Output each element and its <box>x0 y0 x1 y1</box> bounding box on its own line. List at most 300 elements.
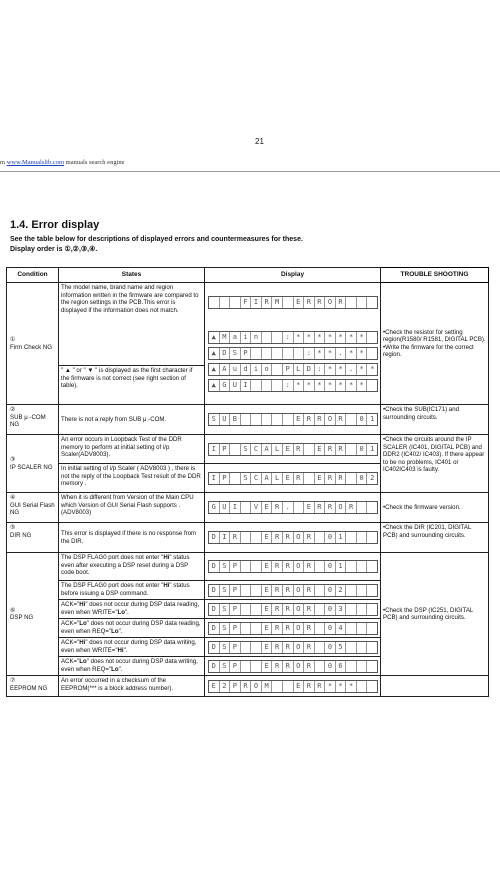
header-display: Display <box>205 268 381 283</box>
lcd-char: G <box>220 380 231 391</box>
state-cell: ACK="Hi" does not occur during DSP data reading, even when WRITE="Lo". <box>59 600 205 619</box>
lcd-char: * <box>325 364 336 375</box>
section-title: 1.4. Error display <box>10 219 100 231</box>
lcd-char: E <box>283 473 294 484</box>
trouble-cell: •Check the DSP (IC251, DIGITAL PCB) and surrounding circuits. <box>381 553 489 676</box>
lcd-char: ▲ <box>209 380 220 391</box>
lcd-char: 0 <box>325 532 336 543</box>
lcd-char: R <box>283 561 294 572</box>
lcd-display <box>208 443 378 456</box>
lcd-char <box>367 661 377 672</box>
display-cell <box>205 553 381 581</box>
lcd-char: * <box>346 681 357 692</box>
lcd-char <box>230 297 241 308</box>
lcd-char: V <box>251 502 262 513</box>
lcd-char: R <box>336 444 347 455</box>
lcd-char: * <box>304 332 315 343</box>
lcd-char: 3 <box>336 604 347 615</box>
lcd-char: R <box>304 561 315 572</box>
lcd-char: M <box>272 297 283 308</box>
trouble-cell: •Check the firmware version. <box>381 493 489 523</box>
table-row <box>7 283 489 366</box>
lcd-char: : <box>283 332 294 343</box>
lcd-char <box>241 623 252 634</box>
lcd-char <box>262 380 273 391</box>
lcd-char: E <box>304 502 315 513</box>
lcd-char: E <box>262 532 273 543</box>
lcd-char: 0 <box>357 473 368 484</box>
lcd-char: L <box>294 364 305 375</box>
lcd-char: M <box>220 332 231 343</box>
lcd-char: o <box>262 364 273 375</box>
lcd-char: O <box>294 585 305 596</box>
lcd-char: S <box>220 661 231 672</box>
lcd-char: R <box>272 623 283 634</box>
condition-cell: ② SUB μ -COM NG <box>7 405 59 435</box>
lcd-char: u <box>230 364 241 375</box>
lcd-char <box>315 661 326 672</box>
lcd-char: ▲ <box>209 332 220 343</box>
lcd-char: I <box>209 444 220 455</box>
lcd-char: R <box>294 444 305 455</box>
condition-cell: ④ GUI Serial Flash NG <box>7 493 59 523</box>
lcd-char: I <box>220 532 231 543</box>
lcd-char: 1 <box>336 532 347 543</box>
lcd-char: * <box>336 364 347 375</box>
lcd-char: R <box>283 642 294 653</box>
lcd-display <box>208 296 378 309</box>
source-line: m www.Manualslib.com manuals search engine <box>0 159 125 166</box>
lcd-char: C <box>251 444 262 455</box>
lcd-char <box>357 502 368 513</box>
lcd-char <box>357 604 368 615</box>
condition-cell: ⑤ DIR NG <box>7 523 59 553</box>
lcd-char: E <box>262 661 273 672</box>
lcd-char <box>251 532 262 543</box>
lcd-char: R <box>262 297 273 308</box>
lcd-char: E <box>262 585 273 596</box>
lcd-char: R <box>272 502 283 513</box>
error-table <box>6 267 489 697</box>
lcd-display <box>208 531 378 544</box>
lcd-char: 0 <box>357 414 368 425</box>
lcd-char: R <box>294 473 305 484</box>
condition-cell: ⑦ EEPROM NG <box>7 676 59 697</box>
lcd-char <box>367 332 377 343</box>
lcd-char: 0 <box>325 561 336 572</box>
state-cell: ACK="Hi" does not occur during DSP data writing, even when WRITE="Hi". <box>59 638 205 657</box>
lcd-char: O <box>294 661 305 672</box>
lcd-char: S <box>220 623 231 634</box>
lcd-char <box>272 364 283 375</box>
lcd-char <box>241 604 252 615</box>
lcd-char: * <box>315 332 326 343</box>
lcd-char: C <box>251 473 262 484</box>
lcd-char: * <box>315 348 326 359</box>
lcd-char: E <box>315 444 326 455</box>
trouble-cell: •Check the SUB(IC171) and surrounding circuits. <box>381 405 489 435</box>
lcd-char: P <box>241 348 252 359</box>
lcd-char: 0 <box>325 585 336 596</box>
divider <box>0 171 500 172</box>
lcd-char <box>367 502 377 513</box>
display-cell <box>205 581 381 600</box>
condition-cell: ③ IP SCALER NG <box>7 435 59 493</box>
lcd-char: R <box>230 532 241 543</box>
lcd-char <box>315 642 326 653</box>
lcd-char: R <box>304 681 315 692</box>
display-cell <box>205 493 381 523</box>
lcd-char: S <box>241 444 252 455</box>
lcd-char: P <box>230 585 241 596</box>
lcd-char: * <box>325 348 336 359</box>
intro-text: See the table below for descriptions of displayed errors and countermeasures for these. Display order is ①,②,③,④. <box>10 236 303 253</box>
lcd-char: R <box>283 623 294 634</box>
lcd-char <box>315 532 326 543</box>
lcd-char: R <box>272 532 283 543</box>
lcd-char: S <box>220 642 231 653</box>
lcd-char <box>367 642 377 653</box>
lcd-char: D <box>209 604 220 615</box>
display-cell <box>205 464 381 493</box>
lcd-char <box>357 681 368 692</box>
lcd-char: R <box>346 502 357 513</box>
lcd-display <box>208 603 378 616</box>
lcd-char: O <box>325 297 336 308</box>
lcd-char: R <box>315 297 326 308</box>
table-row <box>7 553 489 581</box>
lcd-char: * <box>346 348 357 359</box>
lcd-char: P <box>220 444 231 455</box>
table-row <box>7 435 489 464</box>
lcd-char <box>346 473 357 484</box>
lcd-char: * <box>357 380 368 391</box>
lcd-char: O <box>325 414 336 425</box>
lcd-char: R <box>272 561 283 572</box>
table-row <box>7 676 489 697</box>
lcd-char <box>272 332 283 343</box>
lcd-char: I <box>241 380 252 391</box>
lcd-char: R <box>272 661 283 672</box>
lcd-char: S <box>209 414 220 425</box>
header-states: States <box>59 268 205 283</box>
lcd-char: P <box>230 681 241 692</box>
lcd-char <box>272 681 283 692</box>
lcd-char: R <box>283 585 294 596</box>
lcd-char <box>241 585 252 596</box>
lcd-char <box>367 348 377 359</box>
lcd-char: R <box>325 502 336 513</box>
lcd-char: R <box>304 623 315 634</box>
lcd-char: 6 <box>336 661 347 672</box>
lcd-char: R <box>315 502 326 513</box>
lcd-char: i <box>241 332 252 343</box>
state-cell: ACK="Lo" does not occur during DSP data reading, even when REQ="Lo". <box>59 619 205 638</box>
lcd-char <box>346 414 357 425</box>
lcd-char: * <box>294 380 305 391</box>
state-cell: An error occurred in a checksum of the EEPROM(*** is a block address number). <box>59 676 205 697</box>
lcd-char: E <box>262 623 273 634</box>
lcd-char: . <box>336 348 347 359</box>
lcd-char: P <box>230 561 241 572</box>
lcd-char <box>346 444 357 455</box>
lcd-char <box>357 532 368 543</box>
lcd-display <box>208 622 378 635</box>
lcd-char <box>367 297 377 308</box>
lcd-char: A <box>262 473 273 484</box>
lcd-char <box>346 642 357 653</box>
lcd-display <box>208 660 378 673</box>
lcd-char: S <box>220 604 231 615</box>
lcd-display <box>208 501 378 514</box>
lcd-char: O <box>251 681 262 692</box>
lcd-char: R <box>304 585 315 596</box>
lcd-char: 0 <box>325 623 336 634</box>
condition-cell: ① Firm Check NG <box>7 283 59 405</box>
lcd-char: E <box>209 681 220 692</box>
lcd-char: R <box>304 297 315 308</box>
display-cell <box>205 283 381 405</box>
lcd-char <box>272 414 283 425</box>
lcd-char: * <box>336 681 347 692</box>
lcd-char: * <box>357 332 368 343</box>
lcd-char: D <box>209 532 220 543</box>
lcd-char: F <box>241 297 252 308</box>
lcd-char <box>262 414 273 425</box>
lcd-char <box>367 604 377 615</box>
lcd-char: P <box>230 623 241 634</box>
lcd-char <box>251 623 262 634</box>
lcd-char: ▲ <box>209 364 220 375</box>
lcd-char: D <box>209 561 220 572</box>
display-cell <box>205 405 381 435</box>
lcd-char: R <box>336 297 347 308</box>
lcd-char: D <box>209 585 220 596</box>
lcd-char: R <box>241 681 252 692</box>
lcd-char: S <box>230 348 241 359</box>
lcd-char: 0 <box>325 642 336 653</box>
lcd-char <box>241 502 252 513</box>
lcd-char <box>209 297 220 308</box>
lcd-char <box>251 561 262 572</box>
lcd-char: R <box>283 661 294 672</box>
lcd-char: A <box>262 444 273 455</box>
lcd-char: ▲ <box>209 348 220 359</box>
table-row <box>7 523 489 553</box>
lcd-char: * <box>315 380 326 391</box>
lcd-char: R <box>283 604 294 615</box>
lcd-char: n <box>251 332 262 343</box>
lcd-char <box>346 561 357 572</box>
lcd-char: * <box>346 380 357 391</box>
lcd-char: R <box>304 661 315 672</box>
lcd-char <box>294 348 305 359</box>
display-cell <box>205 676 381 697</box>
lcd-char: 1 <box>336 561 347 572</box>
lcd-char <box>346 585 357 596</box>
lcd-char: 0 <box>325 661 336 672</box>
lcd-char: L <box>272 444 283 455</box>
lcd-char: * <box>346 332 357 343</box>
display-cell <box>205 523 381 553</box>
lcd-char: . <box>283 502 294 513</box>
lcd-char <box>346 661 357 672</box>
lcd-char <box>357 561 368 572</box>
header-row <box>7 268 489 283</box>
lcd-char: O <box>294 604 305 615</box>
lcd-char: R <box>272 585 283 596</box>
lcd-char <box>241 661 252 672</box>
lcd-char: 4 <box>336 623 347 634</box>
lcd-char: * <box>370 364 375 373</box>
lcd-display <box>208 641 378 654</box>
lcd-char: R <box>304 414 315 425</box>
trouble-cell: •Check the circuits around the IP SCALER (IC401, DIGITAL PCB) and DDR2 (IC402/ IC403). If there appear to be no problems, IC401 or IC402IC403 is faulty. <box>381 435 489 493</box>
lcd-char: * <box>325 332 336 343</box>
lcd-char: A <box>220 364 231 375</box>
display-cell <box>205 435 381 464</box>
lcd-char: P <box>230 604 241 615</box>
lcd-char: S <box>220 585 231 596</box>
lcd-char: a <box>230 332 241 343</box>
lcd-char <box>367 623 377 634</box>
lcd-char: R <box>336 473 347 484</box>
lcd-char: * <box>336 380 347 391</box>
display-cell <box>205 600 381 619</box>
trouble-cell <box>381 676 489 697</box>
lcd-char <box>251 414 262 425</box>
lcd-char: I <box>251 297 262 308</box>
header-trouble: TROUBLE SHOOTING <box>381 268 489 283</box>
manualslib-link[interactable]: www.Manualslib.com <box>6 159 65 166</box>
lcd-char <box>346 623 357 634</box>
lcd-char: * <box>357 364 368 375</box>
lcd-display <box>208 347 378 360</box>
lcd-char: * <box>336 332 347 343</box>
lcd-char: E <box>294 681 305 692</box>
lcd-char: E <box>262 642 273 653</box>
lcd-char: R <box>304 604 315 615</box>
lcd-char <box>251 661 262 672</box>
lcd-char: E <box>283 444 294 455</box>
lcd-char: : <box>304 348 315 359</box>
lcd-char: E <box>262 604 273 615</box>
lcd-char <box>315 585 326 596</box>
table-row <box>7 405 489 435</box>
lcd-char: * <box>304 380 315 391</box>
lcd-char <box>251 604 262 615</box>
lcd-char <box>220 297 231 308</box>
lcd-char: . <box>346 364 357 375</box>
lcd-char <box>241 532 252 543</box>
lcd-char: L <box>272 473 283 484</box>
lcd-char: O <box>294 561 305 572</box>
lcd-char: P <box>230 661 241 672</box>
state-cell: There is not a reply from SUB μ -COM. <box>59 405 205 435</box>
lcd-char: * <box>357 348 368 359</box>
lcd-char: O <box>294 642 305 653</box>
lcd-char: 2 <box>370 473 375 482</box>
state-cell: The model name, brand name and region information written in the firmware are compared to the region settings in the PCB.This error is displayed if the information does not match. <box>59 283 205 366</box>
lcd-char <box>251 380 262 391</box>
lcd-char: E <box>294 414 305 425</box>
lcd-char: D <box>304 364 315 375</box>
lcd-display <box>208 413 378 426</box>
lcd-char <box>367 585 377 596</box>
lcd-char <box>315 623 326 634</box>
state-cell: ACK="Lo" does not occur during DSP data writing, even when REQ="Lo". <box>59 657 205 676</box>
lcd-char <box>230 473 241 484</box>
lcd-char <box>283 297 294 308</box>
lcd-char: d <box>241 364 252 375</box>
state-cell: The DSP FLAG0 port does not enter "Hi" status even after executing a DSP reset during a DSP code boot. <box>59 553 205 581</box>
lcd-char <box>357 623 368 634</box>
lcd-char <box>357 661 368 672</box>
lcd-char: O <box>294 623 305 634</box>
lcd-char <box>346 604 357 615</box>
display-cell <box>205 657 381 676</box>
lcd-char <box>262 348 273 359</box>
lcd-char: U <box>220 414 231 425</box>
lcd-char <box>251 348 262 359</box>
lcd-char <box>346 532 357 543</box>
lcd-char: E <box>294 297 305 308</box>
lcd-char: R <box>272 604 283 615</box>
condition-cell: ⑥ DSP NG <box>7 553 59 676</box>
lcd-char: * <box>294 332 305 343</box>
lcd-char: D <box>220 348 231 359</box>
lcd-char <box>251 642 262 653</box>
lcd-char <box>367 561 377 572</box>
table-row <box>7 493 489 523</box>
state-cell: In initial setting of i/p Scaler ( ADV8003 ) , there is not the reply of the Loopback Test result of the DDR memory . <box>59 464 205 493</box>
trouble-cell: •Check the DIR (IC201, DIGITAL PCB) and surrounding circuits. <box>381 523 489 553</box>
header-condition: Condition <box>7 268 59 283</box>
lcd-char <box>367 380 377 391</box>
lcd-char <box>283 681 294 692</box>
lcd-char: 5 <box>336 642 347 653</box>
lcd-char <box>367 681 377 692</box>
lcd-display <box>208 584 378 597</box>
lcd-char <box>262 332 273 343</box>
lcd-char: R <box>283 532 294 543</box>
lcd-char <box>357 297 368 308</box>
lcd-char: I <box>230 502 241 513</box>
lcd-char <box>283 414 294 425</box>
lcd-char <box>367 532 377 543</box>
lcd-char: R <box>315 681 326 692</box>
lcd-char: : <box>283 380 294 391</box>
lcd-char: 2 <box>336 585 347 596</box>
lcd-char: 0 <box>357 444 368 455</box>
lcd-char <box>294 502 305 513</box>
lcd-char: R <box>336 414 347 425</box>
lcd-char: R <box>304 642 315 653</box>
display-cell <box>205 638 381 657</box>
lcd-char: * <box>325 380 336 391</box>
lcd-char <box>346 297 357 308</box>
state-cell: The DSP FLAG0 port does not enter "Hi" status before issuing a DSP command. <box>59 581 205 600</box>
lcd-char <box>241 561 252 572</box>
lcd-char: E <box>262 561 273 572</box>
lcd-char: E <box>262 502 273 513</box>
state-cell: When it is different from Version of the Main CPU which Version of GUI Serial Flash supports . (ADV8003) <box>59 493 205 523</box>
lcd-char <box>357 585 368 596</box>
lcd-char: U <box>230 380 241 391</box>
lcd-char: : <box>315 364 326 375</box>
state-cell: An error occurs in Loopback Test of the DDR memory to perform at initial setting of i/p Scaler(ADV8003). <box>59 435 205 464</box>
lcd-char <box>304 473 315 484</box>
